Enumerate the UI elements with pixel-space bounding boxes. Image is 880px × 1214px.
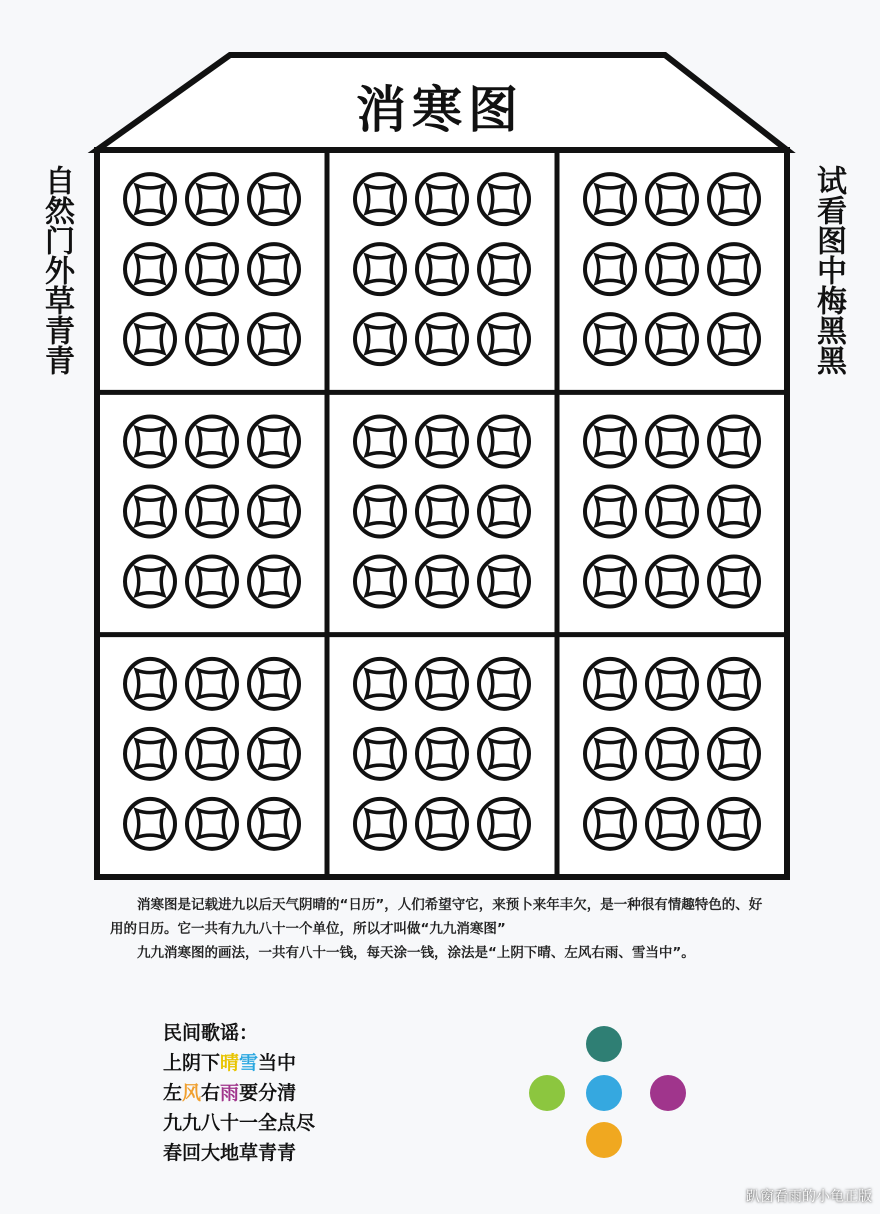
coin — [585, 799, 635, 849]
folk-line-2: 左风右雨要分清 — [163, 1082, 297, 1104]
folk-line-3: 九九八十一全点尽 — [163, 1112, 316, 1134]
coin — [647, 557, 697, 607]
coin — [249, 487, 299, 537]
coin — [355, 174, 405, 224]
coin — [479, 314, 529, 364]
coin — [647, 174, 697, 224]
right-verse: 试看图中梅黑黑 — [811, 165, 846, 375]
description — [110, 893, 770, 965]
coin — [125, 799, 175, 849]
coin — [187, 244, 237, 294]
coin — [249, 799, 299, 849]
description-paragraph-1: 消寒图是记载进九以后天气阴晴的“日历”，人们希望守它，来预卜来年丰欠，是一种很有情趣特色的、好用的日历。它一共有九九八十一个单位，所以才叫做“九九消寒图” — [110, 897, 763, 937]
coin — [125, 174, 175, 224]
coin — [125, 244, 175, 294]
coin — [479, 417, 529, 467]
coin — [479, 659, 529, 709]
coin — [647, 487, 697, 537]
coin — [187, 487, 237, 537]
page-title: 消寒图 — [356, 80, 524, 139]
coin — [647, 314, 697, 364]
coin — [355, 799, 405, 849]
coin — [125, 557, 175, 607]
legend-dot-top — [586, 1026, 622, 1062]
coin — [709, 729, 759, 779]
coin-grid — [125, 174, 759, 849]
coin — [417, 487, 467, 537]
coin — [417, 799, 467, 849]
coin — [249, 314, 299, 364]
coin — [249, 174, 299, 224]
coin — [417, 729, 467, 779]
coin — [187, 659, 237, 709]
legend-dot-left — [529, 1075, 565, 1111]
coin — [647, 729, 697, 779]
coin — [249, 557, 299, 607]
coin — [249, 659, 299, 709]
coin — [479, 174, 529, 224]
coin — [585, 174, 635, 224]
coin — [585, 487, 635, 537]
coin — [647, 244, 697, 294]
coin — [647, 417, 697, 467]
coin — [585, 244, 635, 294]
coin — [187, 557, 237, 607]
coin — [355, 557, 405, 607]
left-verse: 自然门外草青青 — [39, 165, 74, 375]
coin — [709, 314, 759, 364]
legend-dot-right — [650, 1075, 686, 1111]
coin — [187, 417, 237, 467]
coin — [709, 799, 759, 849]
coin — [187, 174, 237, 224]
coin — [417, 174, 467, 224]
coin — [355, 417, 405, 467]
coin — [647, 659, 697, 709]
coin — [187, 799, 237, 849]
coin — [479, 799, 529, 849]
coin — [417, 417, 467, 467]
coin — [709, 487, 759, 537]
coin — [355, 659, 405, 709]
folk-song — [163, 1018, 483, 1168]
coin — [479, 487, 529, 537]
coin — [417, 314, 467, 364]
coin — [125, 314, 175, 364]
coin — [355, 244, 405, 294]
coin — [249, 417, 299, 467]
coin — [125, 659, 175, 709]
coin — [355, 314, 405, 364]
watermark: 趴窗看雨的小龟正版 — [746, 1189, 872, 1205]
coin — [355, 487, 405, 537]
coin — [417, 659, 467, 709]
coin — [187, 314, 237, 364]
coin — [125, 729, 175, 779]
coin — [479, 729, 529, 779]
coin — [125, 487, 175, 537]
description-paragraph-2: 九九消寒图的画法，一共有八十一钱，每天涂一钱，涂法是“上阴下晴、左风右雨、雪当中”。 — [137, 945, 695, 961]
coin — [709, 174, 759, 224]
legend-dot-center — [586, 1075, 622, 1111]
coin — [249, 729, 299, 779]
coin — [585, 659, 635, 709]
folk-song-heading: 民间歌谣： — [163, 1022, 259, 1044]
coin — [249, 244, 299, 294]
coin — [647, 799, 697, 849]
coin — [585, 729, 635, 779]
coin — [479, 244, 529, 294]
coin — [125, 417, 175, 467]
coin — [355, 729, 405, 779]
coin — [709, 417, 759, 467]
coin — [417, 557, 467, 607]
coin — [709, 659, 759, 709]
legend-dot-bottom — [586, 1122, 622, 1158]
coin — [585, 557, 635, 607]
coin — [417, 244, 467, 294]
coin — [479, 557, 529, 607]
coin — [585, 417, 635, 467]
coin — [709, 557, 759, 607]
coin — [187, 729, 237, 779]
folk-line-4: 春回大地草青青 — [163, 1142, 297, 1164]
coin — [709, 244, 759, 294]
folk-line-1: 上阴下晴雪当中 — [163, 1052, 297, 1074]
coin — [585, 314, 635, 364]
